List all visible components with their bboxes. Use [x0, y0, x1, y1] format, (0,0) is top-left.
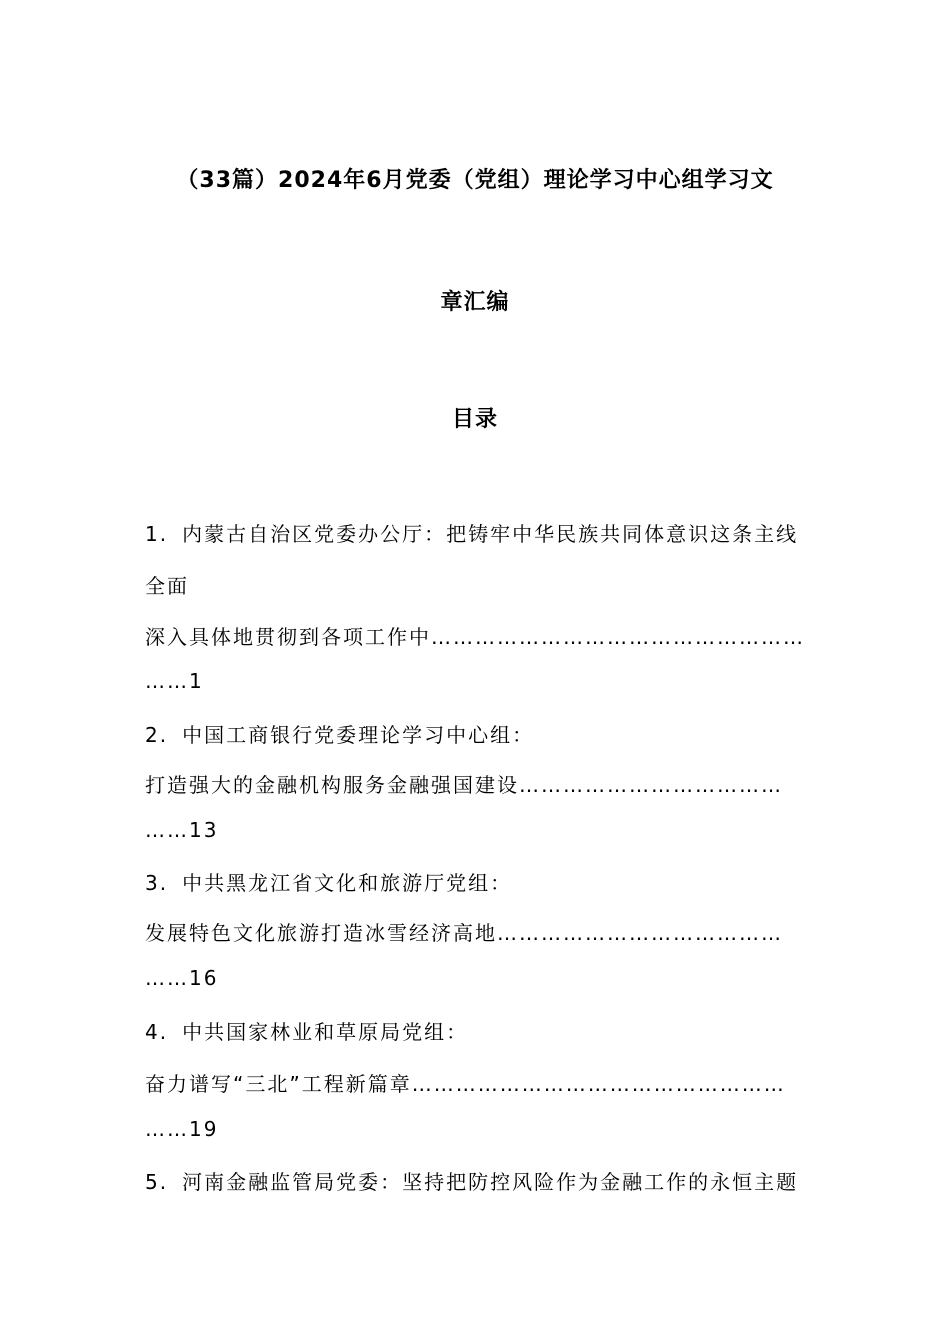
toc-item-4-title [145, 1016, 468, 1045]
toc-item-1-page: ……1 [145, 669, 204, 693]
toc-item-1-line-3: 深入具体地贯彻到各项工作中…………………………………………… [145, 625, 805, 649]
toc-item-3-number: 3. [145, 871, 169, 895]
toc-item-1-title [145, 518, 798, 547]
toc-item-4-page: ……19 [145, 1117, 219, 1141]
toc-item-5-number: 5. [145, 1170, 169, 1194]
toc-item-2-title [145, 719, 534, 748]
toc-item-3-line-2: 发展特色文化旅游打造冰雪经济高地………………………………… [145, 921, 783, 945]
toc-item-2-page: ……13 [145, 818, 219, 842]
toc-heading: 目录 [451, 407, 498, 432]
toc-item-2-line-1: 中国工商银行党委理论学习中心组： [182, 723, 535, 747]
toc-item-1-line-2: 全面 [145, 574, 189, 598]
toc-item-5-title [145, 1166, 798, 1195]
toc-item-2-line-2: 打造强大的金融机构服务金融强国建设……………………………… [145, 773, 783, 797]
toc-item-3-page: ……16 [145, 966, 219, 990]
document-title-line-1: （33篇）2024年6月党委（党组）理论学习中心组学习文 [176, 168, 774, 193]
toc-item-4-number: 4. [145, 1020, 169, 1044]
toc-item-5-line-1: 河南金融监管局党委：坚持把防控风险作为金融工作的永恒主题 [182, 1170, 799, 1194]
toc-item-4-line-1: 中共国家林业和草原局党组： [182, 1020, 469, 1044]
toc-item-1-number: 1. [145, 522, 169, 546]
toc-item-2-number: 2. [145, 723, 169, 747]
toc-item-3-line-1: 中共黑龙江省文化和旅游厅党组： [182, 871, 513, 895]
toc-item-1-line-1: 内蒙古自治区党委办公厅：把铸牢中华民族共同体意识这条主线 [182, 522, 799, 546]
toc-item-3-title [145, 867, 512, 896]
document-title-line-2: 章汇编 [440, 290, 510, 315]
toc-item-4-line-2: 奋力谱写“三北”工程新篇章…………………………………………… [145, 1072, 786, 1096]
